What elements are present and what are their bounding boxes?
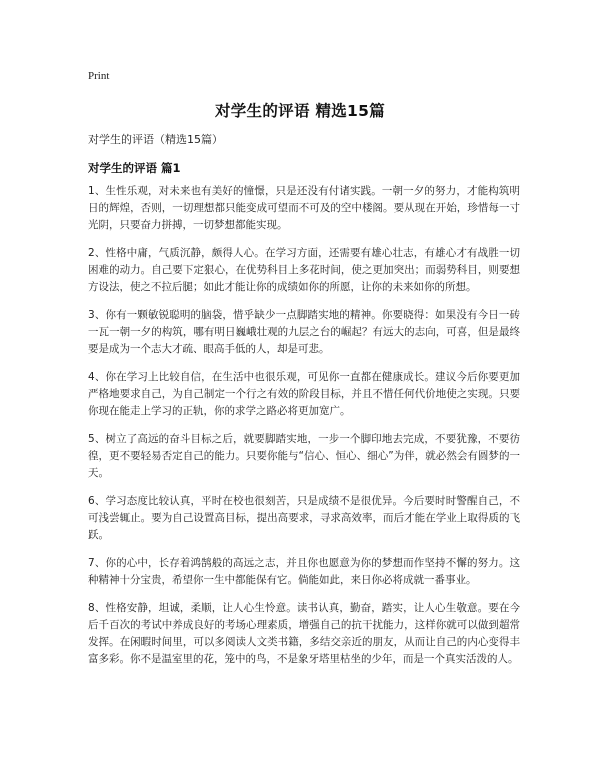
paragraph-4: 4、你在学习上比较自信，在生活中也很乐观，可见你一直都在健康成长。建议今后你要更加严格地要求自己，为自己制定一个行之有效的阶段目标，并且不惜任何代价地使之实现。只要你现在能走上学习的正轨，你的求学之路必将更加宽广。 — [88, 371, 520, 417]
section-heading: 对学生的评语 篇1 — [88, 161, 181, 175]
paragraph-2: 2、性格中庸，气质沉静，颇得人心。在学习方面，还需要有雄心壮志，有雄心才有战胜一切困难的动力。自己要下定狠心，在优势科目上多花时间，使之更加突出；而弱势科目，则要想方设法，使之不拉后腿；如此才能让你的成绩如你的所愿，让你的未来如你的所想。 — [88, 247, 520, 293]
print-link[interactable]: Print — [88, 70, 110, 82]
paragraph-8: 8、性格安静，坦诚，柔顺，让人心生怜意。读书认真，勤奋，踏实，让人心生敬意。要在今后千百次的考试中养成良好的考场心理素质，增强自己的抗干扰能力，这样你就可以做到超常发挥。在闲暇时间里，可以多阅读人文类书籍，多结交亲近的朋友，从而让自己的内心变得丰富多彩。你不是温室里的花，笼中的鸟，不是象牙塔里枯坐的少年，而是一个真实活泼的人。 — [88, 602, 520, 665]
document-subtitle: 对学生的评语（精选15篇） — [88, 133, 223, 146]
paragraph-list — [88, 183, 520, 679]
paragraph-7: 7、你的心中，长存着鸿鹄般的高远之志，并且你也愿意为你的梦想而作坚持不懈的努力。这种精神十分宝贵，希望你一生中都能保有它。倘能如此，来日你必将成就一番事业。 — [88, 557, 520, 586]
paragraph-6: 6、学习态度比较认真，平时在校也很刻苦，只是成绩不是很优异。今后要时时警醒自己，不可浅尝辄止。要为自己设置高目标，提出高要求，寻求高效率，而后才能在学业上取得质的飞跃。 — [88, 495, 520, 541]
paragraph-5: 5、树立了高远的奋斗目标之后，就要脚踏实地，一步一个脚印地去完成，不要犹豫，不要彷徨，更不要轻易否定自己的能力。只要你能与“信心、恒心、细心”为伴，就必然会有圆梦的一天。 — [88, 433, 520, 479]
paragraph-1: 1、生性乐观，对未来也有美好的憧憬，只是还没有付诸实践。一朝一夕的努力，才能构筑明日的辉煌，否则，一切理想都只能变成可望而不可及的空中楼阁。要从现在开始，珍惜每一寸光阴，只要奋力拼搏，一切梦想都能实现。 — [88, 185, 520, 231]
paragraph-3: 3、你有一颗敏锐聪明的脑袋，惜乎缺少一点脚踏实地的精神。你要晓得：如果没有今日一砖一瓦一朝一夕的构筑，哪有明日巍峨壮观的九层之台的崛起？有远大的志向，可喜，但是最终要是成为一个志大才疏、眼高手低的人，却是可悲。 — [88, 309, 520, 355]
page-title: 对学生的评语 精选15篇 — [214, 102, 386, 120]
